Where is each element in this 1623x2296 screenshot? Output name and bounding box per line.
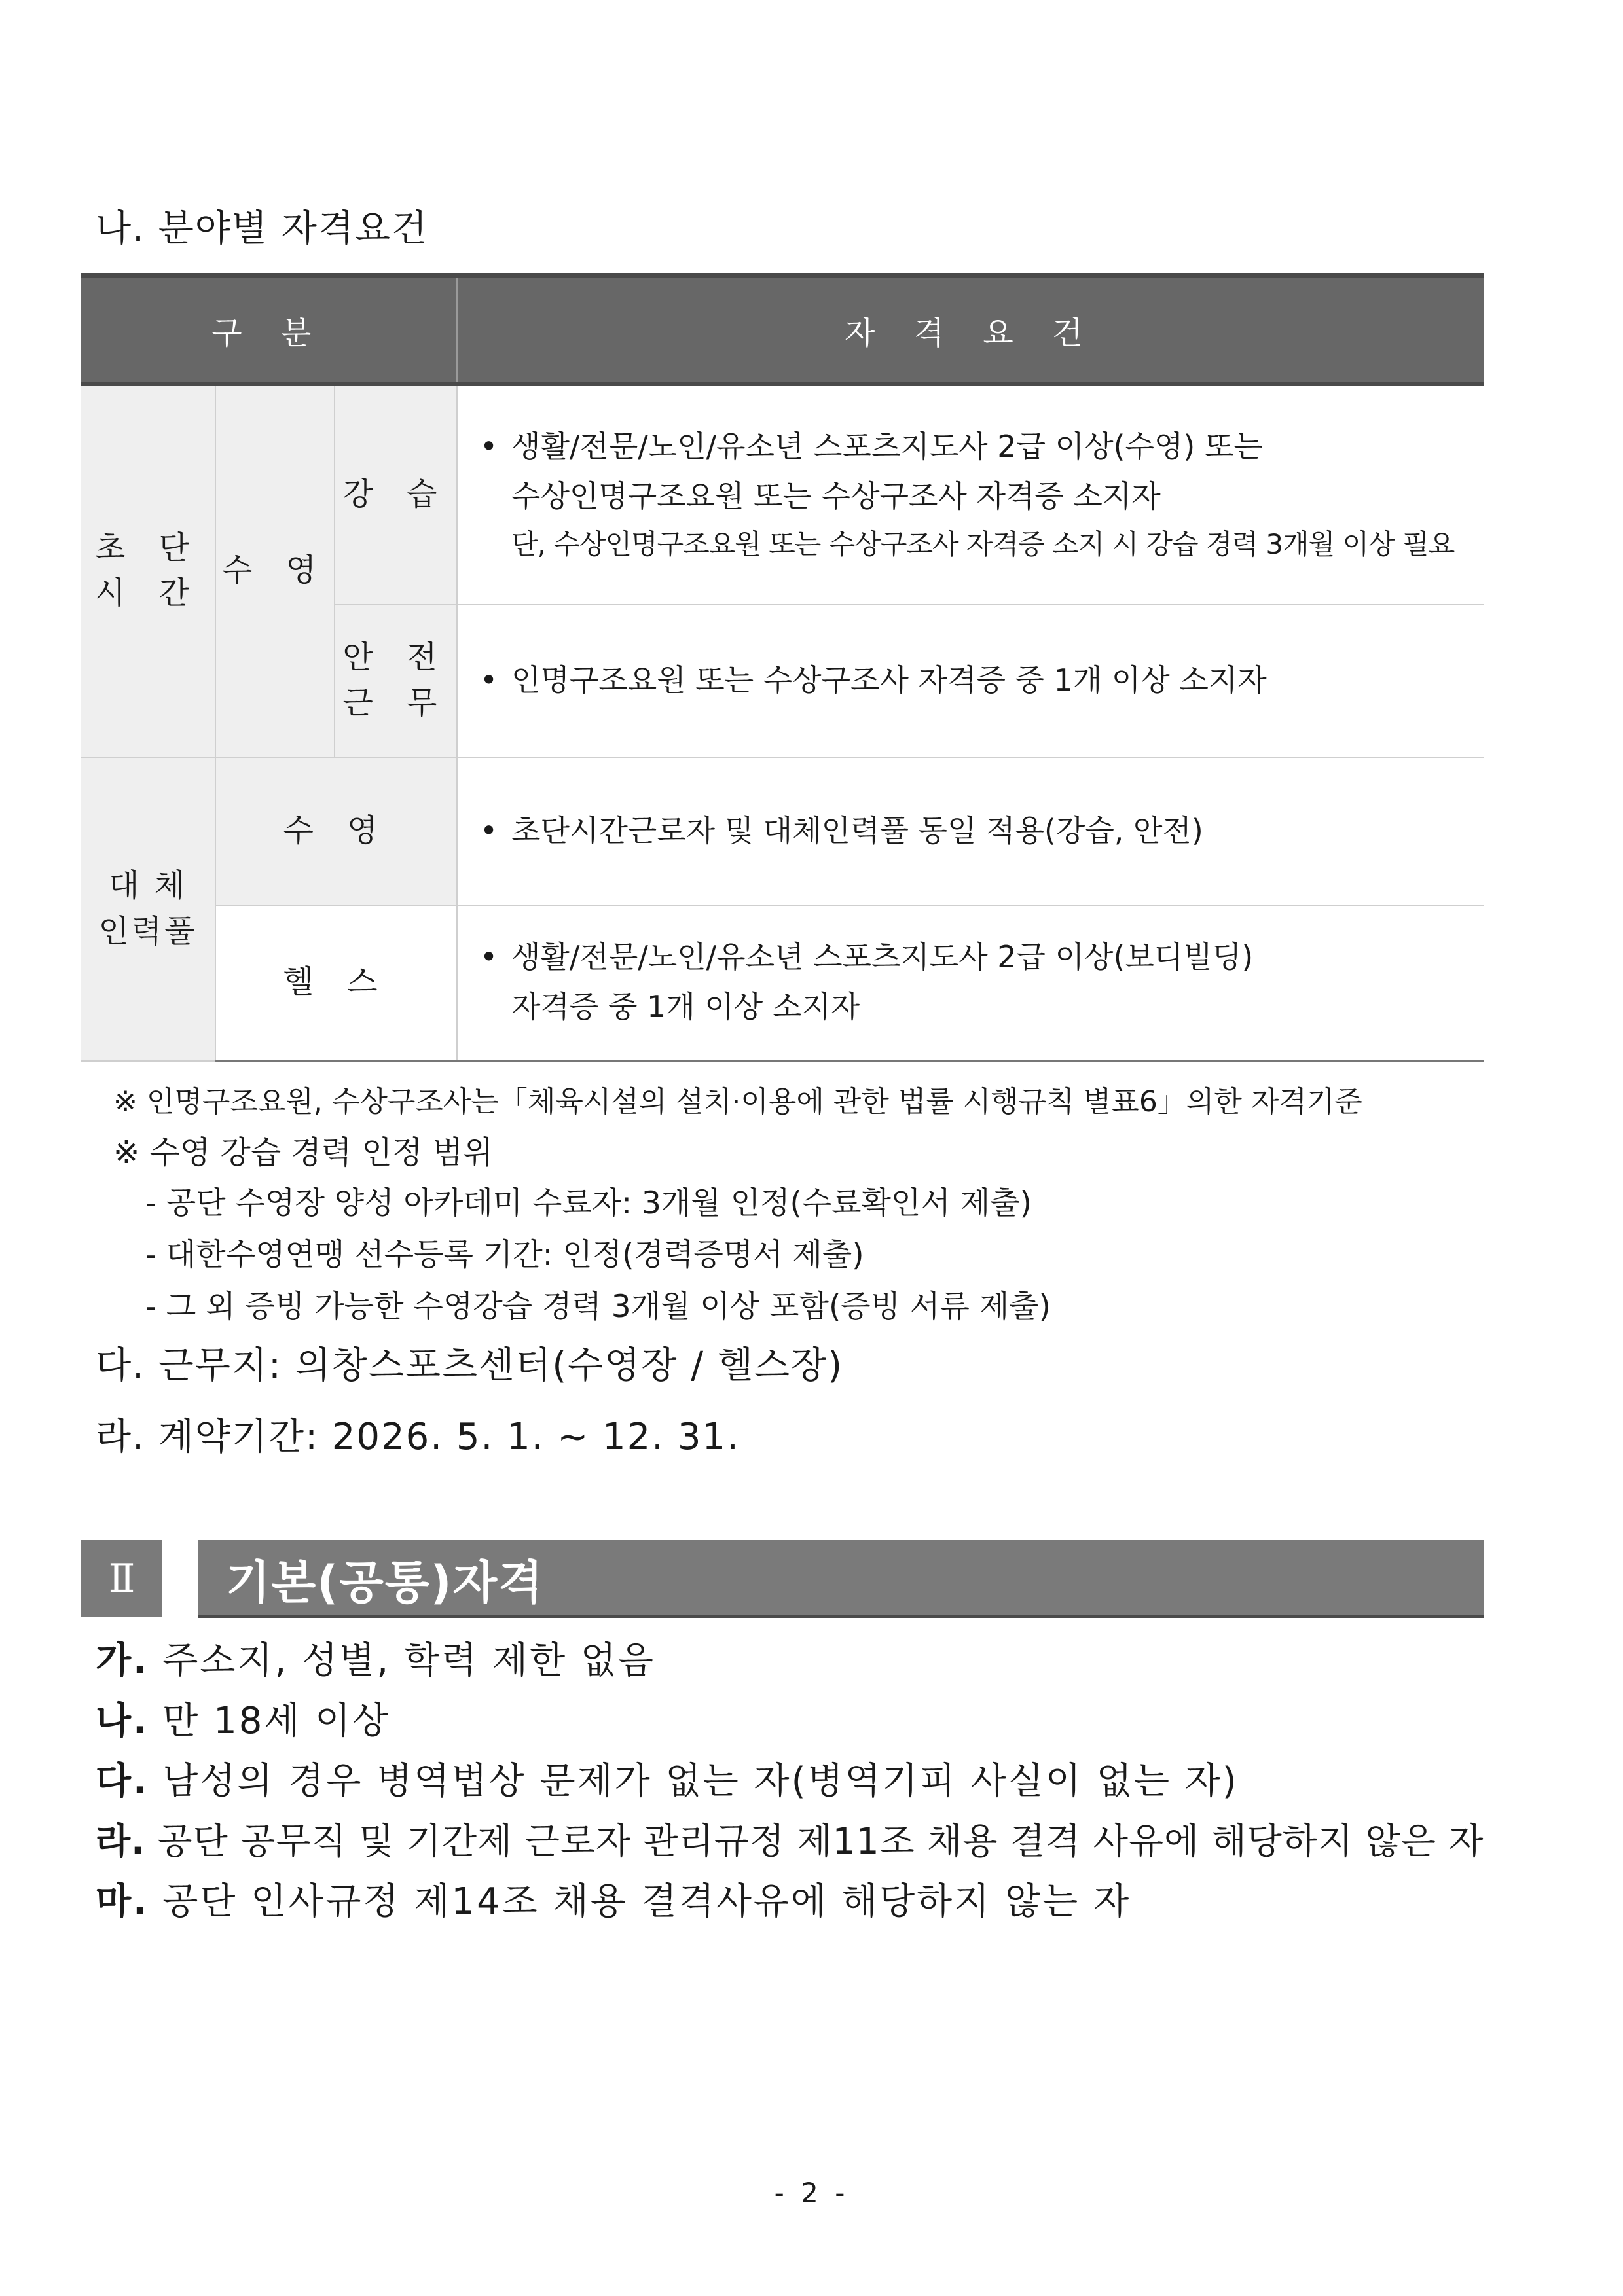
note-sub-other: - 그 외 증빙 가능한 수영강습 경력 3개월 이상 포함(증빙 서류 제출)	[145, 1289, 1051, 1325]
list-item	[96, 1632, 655, 1684]
group-label-part-time: 초 단 시 간	[81, 384, 215, 757]
section-title-banner: 기본(공통)자격	[198, 1540, 1484, 1617]
note-experience-scope: ※ 수영 강습 경력 인정 범위	[113, 1134, 494, 1171]
contract-period-line: 라. 계약기간: 2026. 5. 1. ~ 12. 31.	[96, 1416, 740, 1458]
requirement-line: • 초단시간근로자 및 대체인력풀 동일 적용(강습, 안전)	[480, 806, 1483, 856]
requirement-line: • 인명구조요원 또는 수상구조사 자격증 중 1개 이상 소지자	[480, 656, 1483, 706]
list-item	[96, 1812, 1484, 1864]
item-text: 주소지, 성별, 학력 제한 없음	[162, 1640, 656, 1682]
header-requirements: 자 격 요 건	[457, 276, 1484, 384]
row-label-safety: 안 전 근 무	[335, 605, 457, 757]
list-item	[96, 1692, 390, 1744]
requirement-line: 자격증 중 1개 이상 소지자	[511, 989, 860, 1024]
item-marker: 라.	[96, 1820, 146, 1862]
qualification-table	[81, 273, 1484, 1062]
workplace-line: 다. 근무지: 의창스포츠센터(수영장 / 헬스장)	[96, 1344, 844, 1387]
item-marker: 다.	[96, 1760, 149, 1803]
group-sub-label-swim: 수 영	[215, 384, 335, 757]
table-header-row	[81, 276, 1484, 384]
list-item	[96, 1752, 1239, 1804]
section-title-rule	[198, 1615, 1484, 1618]
item-text: 만 18세 이상	[162, 1700, 390, 1742]
list-item	[96, 1873, 1131, 1925]
group-label-substitute-pool: 대 체 인력풀	[81, 757, 215, 1061]
table-row	[81, 757, 1484, 905]
section-number-badge: Ⅱ	[81, 1540, 162, 1617]
requirement-line: 수상인명구조요원 또는 수상구조사 자격증 소지자	[511, 478, 1161, 514]
row-requirements-lesson	[457, 384, 1484, 605]
row-requirements-safety	[457, 605, 1484, 757]
table-row	[81, 384, 1484, 605]
row-requirements-swim	[457, 757, 1484, 905]
row-label-health: 헬 스	[215, 905, 457, 1061]
item-text: 공단 공무직 및 기간제 근로자 관리규정 제11조 채용 결격 사유에 해당하지 않은 자	[157, 1820, 1484, 1862]
item-marker: 가.	[96, 1640, 149, 1682]
row-label-lesson: 강 습	[335, 384, 457, 605]
note-sub-academy: - 공단 수영장 양성 아카데미 수료자: 3개월 인정(수료확인서 제출)	[145, 1185, 1032, 1221]
row-label-swim: 수 영	[215, 757, 457, 905]
requirement-note: 단, 수상인명구조요원 또는 수상구조사 자격증 소지 시 강습 경력 3개월 이상 필요	[511, 528, 1455, 560]
requirement-line: • 생활/전문/노인/유소년 스포츠지도사 2급 이상(수영) 또는	[480, 422, 1483, 472]
page-number: - 2 -	[774, 2177, 849, 2209]
item-marker: 마.	[96, 1880, 149, 1923]
note-certification-standard: ※ 인명구조요원, 수상구조사는「체육시설의 설치·이용에 관한 법률 시행규칙 별표6」의한 자격기준	[113, 1085, 1362, 1119]
note-sub-federation: - 대한수영연맹 선수등록 기간: 인정(경력증명서 제출)	[145, 1237, 864, 1273]
requirement-line: • 생활/전문/노인/유소년 스포츠지도사 2급 이상(보디빌딩)	[480, 933, 1483, 982]
table-row	[81, 905, 1484, 1061]
row-requirements-health	[457, 905, 1484, 1061]
section-heading-qualifications: 나. 분야별 자격요건	[96, 207, 429, 250]
header-category: 구 분	[81, 276, 457, 384]
item-text: 남성의 경우 병역법상 문제가 없는 자(병역기피 사실이 없는 자)	[162, 1760, 1239, 1803]
item-text: 공단 인사규정 제14조 채용 결격사유에 해당하지 않는 자	[162, 1880, 1131, 1923]
item-marker: 나.	[96, 1700, 149, 1742]
